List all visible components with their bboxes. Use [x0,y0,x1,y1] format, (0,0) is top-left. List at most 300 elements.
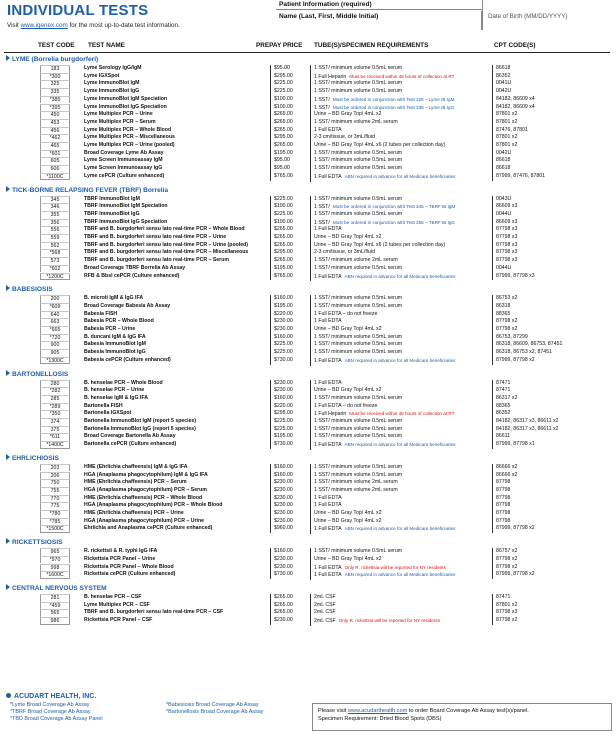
table-row [0,211,616,219]
specimen-requirement [310,196,490,204]
test-name: Rickettsia PCR Panel – Whole Blood [84,563,174,570]
test-code-box[interactable]: 281 [40,594,70,602]
prepay-price: $95.00 [270,157,308,165]
test-name: B. henselae IgM & IgG IFA [84,394,148,401]
table-row [0,249,616,257]
table-row [0,602,616,610]
test-code-box[interactable]: 900 [40,341,70,349]
prepay-price: $160.00 [270,464,308,472]
specimen-note: ABN required in advance for all Medicare beneficiaries [344,572,456,578]
specimen-text: Urine – BD Gray Top/ 4mL x2 [314,234,382,240]
section-title: BABESIOSIS [12,286,53,294]
cpt-codes: 0042U [492,150,612,158]
cpt-codes: 87801 x2 [492,602,612,610]
prepay-price: $265.00 [270,127,308,135]
table-row [0,119,616,127]
test-name: Lyme Serology IgG/IgM [84,65,142,71]
cpt-codes: 87798 [492,495,612,503]
table-row [0,334,616,342]
table-row [0,479,616,487]
test-name: TBRF and B. burgdorferi sensu lato real-time PCR – Urine (pooled) [84,241,248,248]
acudart-link[interactable]: www.acudarthealth.com [347,708,408,714]
specimen-text: 1 SST/ minimum volume 0.5mL serum [314,65,403,71]
test-name: Lyme Screen Immunoassay IgG [84,165,163,172]
cpt-codes: 87798 x2 [492,564,612,572]
cpt-codes: 87798 [492,479,612,487]
section-title: BARTONELLOSIS [12,370,69,378]
test-code-box[interactable]: *601 [40,150,70,158]
test-name: Broad Coverage Bartonella Ab Assay [84,433,176,440]
test-name: Babesia FISH [84,310,118,317]
cpt-codes: 87801 x2 [492,142,612,150]
test-name: B. microti IgM & IgG IFA [84,295,144,302]
section-header [6,454,59,463]
table-row [0,410,616,418]
specimen-text: 1 Full EDTA [314,379,342,386]
specimen-text: 1 SST/ minimum volume 0.5mL serum [314,471,403,478]
test-code-box[interactable]: *568 [40,249,70,257]
cpt-codes: 87801 x2 [492,111,612,119]
section-title: TICK-BORNE RELAPSING FEVER (TBRF) Borrelia [12,186,169,194]
prepay-price: $765.00 [270,273,308,281]
logo-mark-icon [6,693,11,698]
col-header-test-name: TEST NAME [88,42,125,49]
prepay-price: $730.00 [270,357,308,365]
specimen-requirement [310,173,490,182]
test-code-box[interactable]: 606 [40,165,70,173]
cpt-codes: 87471 [492,387,612,395]
cpt-codes: 84182, 86609 x4 [492,104,612,112]
table-row [0,403,616,411]
table-row [0,564,616,572]
specimen-requirement [310,273,490,282]
specimen-text: Urine – BD Gray Top/ 4mL x2 [314,111,382,118]
specimen-requirement [310,479,490,487]
test-code-box[interactable]: 206 [40,472,70,480]
prepay-price: $100.00 [270,96,308,104]
table-row [0,518,616,526]
specimen-text: 1 SST/ [314,204,330,211]
test-code-box[interactable]: 663 [40,318,70,326]
table-row [0,311,616,319]
test-name: Broad Coverage Lyme Ab Assay [84,149,164,156]
specimen-requirement [310,548,490,556]
test-code-box[interactable]: 775 [40,502,70,510]
footnote-mid-1: *Babesiosis Broad Coverage Ab Assay [166,702,259,708]
test-name: Lyme Multiplex PCR – Serum [84,118,156,125]
test-name: TBRF ImmunoBlot IgM [84,195,140,202]
specimen-note: Must be ordered in conjunction with Test 325 – Lyme IB IgM [332,96,455,102]
specimen-requirement [310,265,490,273]
test-name: Lyme Multiplex PCR – Urine [84,111,153,118]
test-code-box[interactable]: *970 [40,556,70,564]
igenex-link[interactable]: www.igenex.com [20,22,68,29]
test-code-box[interactable]: *602 [40,265,70,273]
visit-suffix: for the most up-to-date test information. [67,22,180,29]
specimen-note: Must be received within 48 hours of collection at RT [349,411,455,417]
specimen-text: 1 Full EDTA [314,564,342,571]
test-code-box[interactable]: *611 [40,433,70,441]
table-row [0,472,616,480]
test-code-box[interactable]: 375 [40,426,70,434]
specimen-requirement [310,571,490,580]
specimen-text: 1 Full EDTA [314,502,342,509]
prepay-price: $265.00 [270,234,308,242]
cpt-codes: 84182, 86317 x3, 86611 x2 [492,426,612,434]
patient-info-box [276,0,616,30]
test-code-box[interactable]: *1300C [40,357,70,365]
section-arrow-icon [6,186,10,192]
table-row [0,80,616,88]
specimen-note: Must be received within 48 hours of collection at RT [349,73,455,79]
company-logo [6,693,96,700]
cpt-codes: 87999, 87476, 87801 [492,173,612,181]
prepay-price: $230.00 [270,495,308,503]
specimen-requirement [310,134,490,142]
prepay-price: $95.00 [270,65,308,73]
test-name: HME (Ehrlichia chaffeensis) PCR – Urine [84,510,184,516]
test-code-box[interactable]: 755 [40,487,70,495]
test-code-box[interactable]: 285 [40,395,70,403]
test-code-box[interactable]: 605 [40,157,70,165]
dob-field[interactable]: Date of Birth (MM/DD/YYYY) [488,13,568,20]
test-code-box[interactable]: 183 [40,65,70,73]
order-info-box [312,703,612,731]
specimen-text: 2-3 cm/tissue, or 3mL/fluid [314,134,375,141]
test-code-box[interactable]: *350 [40,410,70,418]
specimen-text: 1 Full EDTA [314,357,342,364]
test-code-box[interactable]: *609 [40,303,70,311]
specimen-note: ABN required in advance for all Medicare beneficiaries [344,526,456,532]
specimen-requirement [310,80,490,88]
specimen-requirement [310,556,490,564]
test-code-box[interactable]: 986 [40,617,70,625]
specimen-note: ABN required in advance for all Medicare beneficiaries [344,442,456,448]
specimen-requirement [310,502,490,510]
test-name: Lyme Multiplex PCR – Whole Blood [84,126,172,133]
prepay-price: $265.00 [270,119,308,127]
table-row [0,326,616,334]
test-code-box[interactable]: *282 [40,387,70,395]
test-code-box[interactable]: *1600C [40,571,70,579]
specimen-text: 1 SST/ minimum volume 0.5mL serum [314,88,403,95]
table-row [0,127,616,135]
test-code-box[interactable]: *1400C [40,441,70,449]
test-code-box[interactable]: 559 [40,234,70,242]
test-name: Lyme IGXSpot [84,72,120,79]
specimen-requirement [310,249,490,257]
prepay-price: $230.00 [270,380,308,388]
table-row [0,273,616,281]
specimen-requirement [310,311,490,319]
specimen-requirement [310,357,490,366]
specimen-requirement [310,464,490,472]
specimen-requirement [310,211,490,219]
specimen-requirement [310,295,490,303]
test-name: B. duncani IgM & IgG IFA [84,333,146,340]
table-row [0,525,616,533]
table-row [0,433,616,441]
cpt-codes: 86666 x2 [492,472,612,480]
cpt-codes: 86618 [492,157,612,165]
table-row [0,196,616,204]
test-code-box[interactable]: 356 [40,219,70,227]
test-code-box[interactable]: 450 [40,111,70,119]
specimen-requirement [310,303,490,311]
test-code-box[interactable]: 573 [40,257,70,265]
test-code-box[interactable]: 998 [40,564,70,572]
specimen-text: 1 SST/ minimum volume 0.5mL serum [314,295,403,302]
cpt-codes: 86318, 86609, 86753, 87451 [492,341,612,349]
test-code-box[interactable]: 465 [40,142,70,150]
specimen-text: 1 SST/ minimum volume 2mL serum [314,486,398,493]
prepay-price: $265.00 [270,594,308,602]
table-row [0,556,616,564]
prepay-price: $265.00 [270,142,308,150]
cpt-codes: 87798 [492,502,612,510]
specimen-requirement [310,65,490,73]
specimen-requirement [310,234,490,242]
specimen-note: ABN required in advance for all Medicare beneficiaries [344,357,456,363]
test-name: Lyme Screen Immunoassay IgM [84,157,163,164]
section-header [6,538,63,547]
specimen-text: 1 SST/ minimum volume 2mL serum [314,118,398,125]
table-row [0,96,616,104]
prepay-price: $225.00 [270,418,308,426]
cpt-codes: 87798 x3 [492,226,612,234]
prepay-price: $265.00 [270,111,308,119]
specimen-text: 1 SST/ minimum volume 0.5mL serum [314,157,403,164]
cpt-codes: 86611 [492,433,612,441]
footnote-left-1: *Lyme Broad Coverage Ab Assay [10,702,90,708]
specimen-text: 1 SST/ minimum volume 0.5mL serum [314,195,403,202]
test-code-box[interactable]: 280 [40,380,70,388]
test-name: Bartonella ImmunoBlot IgG (report 5 species) [84,425,196,432]
prepay-price: $230.00 [270,564,308,572]
cpt-codes: 0044U [492,211,612,219]
specimen-text: 1 Full EDTA [314,173,342,180]
specimen-text: 1 Full EDTA [314,494,342,501]
test-code-box[interactable]: 905 [40,349,70,357]
cpt-codes: 87476, 87801 [492,127,612,135]
section-header [6,186,168,195]
col-header-tubes: TUBE(S)/SPECIMEN REQUIREMENTS [314,42,429,49]
test-name: Lyme ImmunoBlot IgM [84,80,140,87]
header-rule [4,52,610,53]
section-title: LYME (Borrelia burgdorferi) [12,56,99,63]
test-code-box[interactable]: 203 [40,464,70,472]
specimen-requirement [310,142,490,150]
test-code-box[interactable]: *785 [40,518,70,526]
test-code-box[interactable]: 335 [40,88,70,96]
test-code-box[interactable]: *462 [40,134,70,142]
test-code-box[interactable]: 374 [40,418,70,426]
prepay-price: $225.00 [270,426,308,434]
cpt-codes: 86618 [492,65,612,73]
specimen-requirement [310,510,490,518]
test-name: Babesia PCR – Whole Blood [84,318,154,325]
specimen-requirement [310,257,490,265]
test-code-box[interactable]: 750 [40,479,70,487]
specimen-text: 2mL CSF [314,609,336,616]
cpt-codes: 87801 x2 [492,119,612,127]
test-code-box[interactable]: *459 [40,602,70,610]
test-name: Babesia ImmunoBlot IgM [84,341,146,348]
test-name: Lyme ImmunoBlot IgG Speciation [84,103,167,110]
test-name: Bartonella ImmunoBlot IgM (report 5 species) [84,418,197,424]
test-code-box[interactable]: 562 [40,242,70,250]
specimen-text: 2-3 cm/tissue, or 3mL/fluid [314,249,375,256]
table-row [0,502,616,510]
table-row [0,150,616,158]
test-name: TBRF ImmunoBlot IgG Speciation [84,218,168,225]
specimen-requirement [310,525,490,534]
specimen-requirement [310,518,490,526]
specimen-text: 1 Full Heparin [314,411,347,418]
test-code-box[interactable]: 355 [40,211,70,219]
cpt-codes: 88365 [492,403,612,411]
test-code-box[interactable]: 345 [40,196,70,204]
cpt-codes: 87798 [492,518,612,526]
test-code-box[interactable]: 325 [40,80,70,88]
section-arrow-icon [6,584,10,590]
test-name: Lyme Multiplex PCR – CSF [84,601,150,608]
prepay-price: $95.00 [270,165,308,173]
specimen-note: Only R. rickettsia will be reported for NY residents [338,618,440,623]
test-name: TBRF and B. burgdorferi sensu lato real-time PCR – Whole Blood [84,226,245,233]
prepay-price: $225.00 [270,80,308,88]
prepay-price: $730.00 [270,571,308,579]
specimen-requirement [310,433,490,441]
test-code-box[interactable]: 965 [40,548,70,556]
test-code-box[interactable]: 770 [40,495,70,503]
table-row [0,157,616,165]
cpt-codes: 87798 [492,487,612,495]
test-code-box[interactable]: *1500C [40,525,70,533]
test-code-box[interactable]: 346 [40,203,70,211]
test-code-box[interactable]: *385 [40,96,70,104]
test-code-box[interactable]: 556 [40,226,70,234]
cpt-codes: 87798 x2 [492,326,612,334]
test-code-box[interactable]: *780 [40,510,70,518]
col-header-prepay-price: PREPAY PRICE [256,42,303,49]
specimen-requirement [310,387,490,395]
specimen-text: 2mL CSF [314,601,336,608]
cpt-codes: 86318, 86753 x2, 87451 [492,349,612,357]
cpt-codes: 87798 x2 [492,556,612,564]
prepay-price: $220.00 [270,403,308,411]
specimen-text: 1 SST/ minimum volume 0.5mL serum [314,333,403,340]
test-code-box[interactable]: 200 [40,295,70,303]
cpt-codes: 87471 [492,594,612,602]
specimen-requirement [310,326,490,334]
specimen-requirement [310,150,490,158]
test-name: Rickettsia cePCR (Culture enhanced) [84,571,176,578]
table-row [0,226,616,234]
test-code-box[interactable]: 565 [40,609,70,617]
specimen-text: 1 Full EDTA [314,572,342,579]
table-row [0,134,616,142]
test-code-box[interactable]: *289 [40,403,70,411]
specimen-requirement [310,119,490,127]
cpt-codes: 88365 [492,311,612,319]
table-row [0,609,616,617]
test-code-box[interactable]: 453 [40,119,70,127]
section-header [6,584,107,593]
specimen-text: 1 SST/ minimum volume 0.5mL serum [314,433,403,440]
prepay-price: $195.00 [270,265,308,273]
specimen-text: 1 SST/ minimum volume 0.5mL serum [314,264,403,271]
specimen-text: Urine – BD Gray Top/ 4mL x6 (2 tubes per collection day) [314,142,446,148]
cpt-codes: 0041U [492,80,612,88]
patient-name-field[interactable]: Name (Last, First, Middle Initial) [276,11,482,30]
prepay-price: $195.00 [270,303,308,311]
test-name: Babesia PCR – Urine [84,326,136,332]
test-code-box[interactable]: *1100C [40,173,70,181]
test-code-box[interactable]: *1200C [40,273,70,281]
specimen-note: Only R. rickettsia will be reported for NY residents [344,564,446,570]
test-name: Rickettsia PCR Panel – Urine [84,555,156,562]
specimen-text: 1 SST/ minimum volume 0.5mL serum [314,394,403,401]
visit-prefix: Visit [7,22,21,29]
order-info-line1 [318,707,606,715]
order-info-line2: Specimen Requirement: Dried Blood Spots (DBS) [318,716,442,722]
cpt-codes: 87999, 87798 x2 [492,571,612,579]
prepay-price: $195.00 [270,150,308,158]
specimen-requirement [310,242,490,250]
specimen-text: 1 Full EDTA – do not freeze [314,310,378,317]
test-name: HME (Ehrlichia chaffeensis) PCR – Serum [84,479,187,486]
section-arrow-icon [6,538,10,544]
test-name: TBRF ImmunoBlot IgG [84,210,140,217]
test-code-box[interactable]: *720 [40,334,70,342]
cpt-codes: 0042U [492,88,612,96]
prepay-price: $230.00 [270,518,308,526]
table-row [0,203,616,211]
specimen-requirement [310,403,490,411]
test-code-box[interactable]: 456 [40,127,70,135]
test-code-box[interactable]: *395 [40,104,70,112]
cpt-codes: 86666 x2 [492,464,612,472]
prepay-price: $230.00 [270,318,308,326]
prepay-price: $295.00 [270,73,308,81]
prepay-price: $265.00 [270,609,308,617]
cpt-codes: 87798 x3 [492,609,612,617]
table-row [0,242,616,250]
specimen-text: 2mL CSF [314,618,336,624]
test-code-box[interactable]: 640 [40,311,70,319]
section-title: CENTRAL NERVOUS SYSTEM [12,584,107,592]
table-row [0,357,616,365]
test-code-box[interactable]: *300 [40,73,70,81]
cpt-codes: 87798 x3 [492,257,612,265]
cpt-codes: 87798 x3 [492,249,612,257]
specimen-text: 1 Full EDTA [314,226,342,233]
specimen-requirement [310,318,490,326]
specimen-requirement [310,111,490,119]
test-name: B. henselae PCR – Whole Blood [84,379,163,386]
cpt-codes: 87798 x3 [492,234,612,242]
prepay-price: $160.00 [270,334,308,342]
specimen-requirement [310,88,490,96]
section-header [6,370,68,379]
test-name: Rickettsia PCR Panel – CSF [84,617,153,623]
test-code-box[interactable]: *665 [40,326,70,334]
table-row [0,234,616,242]
cpt-codes: 86753, 87299 [492,334,612,342]
specimen-text: 1 Full EDTA [314,318,342,325]
prepay-price: $100.00 [270,219,308,227]
